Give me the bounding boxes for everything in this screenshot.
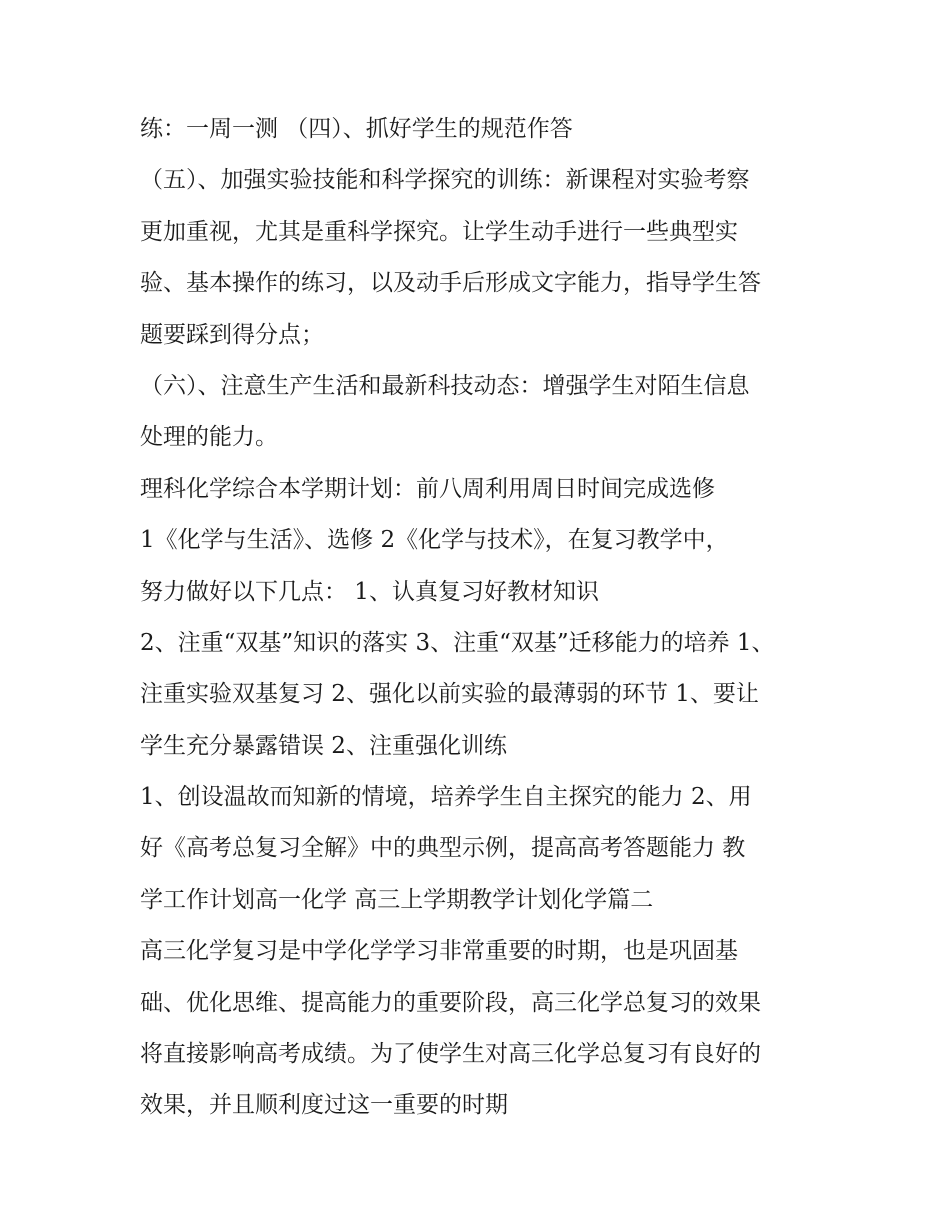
text-line: 1《化学与生活》、选修 2《化学与技术》，在复习教学中， [140,527,729,554]
text-line: 理科化学综合本学期计划：前八周利用周日时间完成选修 [140,475,715,502]
text-line: 练：一周一测 （四）、抓好学生的规范作答 [140,116,573,142]
text-line: 注重实验双基复习 2、强化以前实验的最薄弱的环节 1、要让 [140,681,759,708]
text-line: 学工作计划高一化学 高三上学期教学计划化学篇二 [140,886,654,913]
text-line: 效果，并且顺利度过这一重要的时期 [140,1092,508,1119]
text-line: 2、注重“双基”知识的落实 3、注重“双基”迁移能力的培养 1、 [140,629,775,656]
text-line: （五）、加强实验技能和科学探究的训练：新课程对实验考察 [140,167,750,194]
text-line: 努力做好以下几点： 1、认真复习好教材知识 [140,578,599,605]
text-line: 题要踩到得分点； [140,321,324,348]
document-body [140,104,830,1132]
text-line: 学生充分暴露错误 2、注重强化训练 [140,732,507,759]
text-line: 高三化学复习是中学化学学习非常重要的时期，也是巩固基 [140,938,738,965]
text-line: （六）、注意生产生活和最新科技动态：增强学生对陌生信息 [140,372,750,399]
text-line: 将直接影响高考成绩。为了使学生对高三化学总复习有良好的 [140,1041,761,1068]
text-line: 更加重视，尤其是重科学探究。让学生动手进行一些典型实 [140,218,738,245]
text-line: 好《高考总复习全解》中的典型示例，提高高考答题能力 教 [140,835,746,862]
text-line: 验、基本操作的练习，以及动手后形成文字能力，指导学生答 [140,270,761,297]
text-line: 1、创设温故而知新的情境，培养学生自主探究的能力 2、用 [140,784,752,811]
text-line: 处理的能力。 [140,424,278,451]
text-line: 础、优化思维、提高能力的重要阶段，高三化学总复习的效果 [140,989,761,1016]
